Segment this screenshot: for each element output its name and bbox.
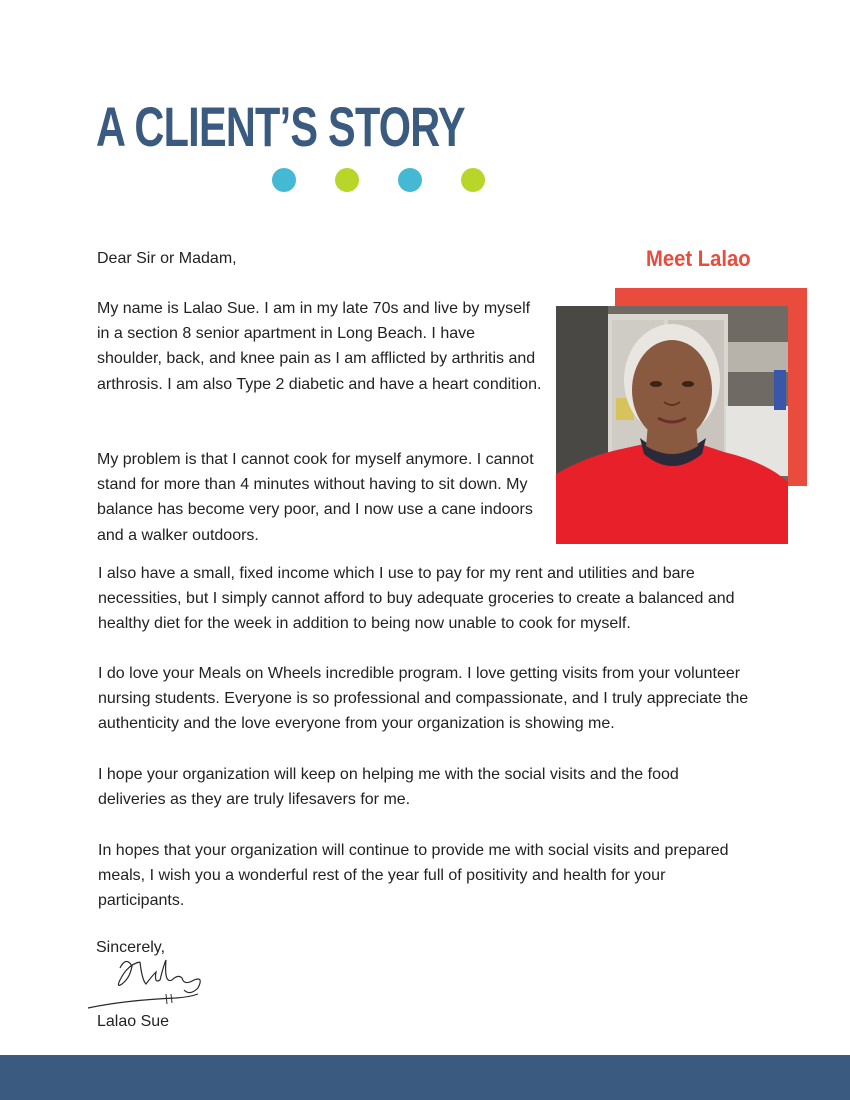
paragraph-6: In hopes that your organization will continue to provide me with social visits and prepared meals, I wish you a wonderful rest of the year full of positivity and health for your participants. [98, 842, 729, 910]
dot-lime-2 [461, 168, 485, 192]
paragraph-2: My problem is that I cannot cook for myself anymore. I cannot stand for more than 4 minutes without having to sit down. My balance has become very poor, and I now use a cane indoors and a walker outdoors. [97, 451, 534, 544]
paragraph-3: I also have a small, fixed income which I use to pay for my rent and utilities and bare necessities, but I simply cannot afford to buy adequate groceries to create a balanced and healthy diet for the week in addition to being now unable to cook for myself. [98, 565, 735, 633]
handwritten-signature [86, 950, 216, 1012]
page-title: A CLIENT’S STORY [96, 95, 465, 158]
dot-cyan-1 [272, 168, 296, 192]
footer-band [0, 1055, 850, 1100]
paragraph-1: My name is Lalao Sue. I am in my late 70s and live by myself in a section 8 senior apartment in Long Beach. I have shoulder, back, and knee pain as I am afflicted by arthritis and arthrosis. I am also Type 2 diabetic and have a heart condition. [97, 300, 542, 393]
dot-lime-1 [335, 168, 359, 192]
decorative-dots [0, 168, 850, 192]
paragraph-5: I hope your organization will keep on helping me with the social visits and the food deliveries as they are truly lifesavers for me. [98, 766, 679, 809]
sidebar-heading: Meet Lalao [646, 246, 751, 271]
client-photo [556, 306, 788, 544]
dot-cyan-2 [398, 168, 422, 192]
signature-name: Lalao Sue [97, 1013, 170, 1030]
paragraph-4: I do love your Meals on Wheels incredible program. I love getting visits from your volunteer nursing students. Everyone is so professional and compassionate, and I truly appreciate the authenticity and the love everyone from your organization is showing me. [98, 665, 749, 733]
closing: Sincerely, [96, 939, 166, 956]
greeting: Dear Sir or Madam, [97, 250, 237, 267]
